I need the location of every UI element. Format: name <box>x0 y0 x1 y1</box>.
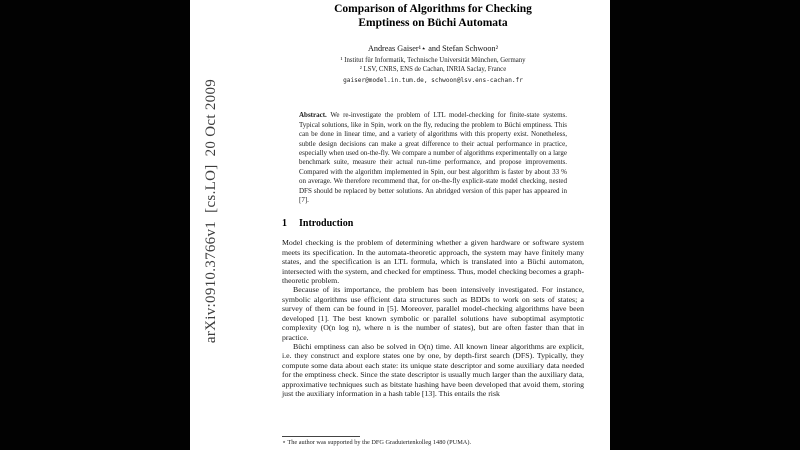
section-heading-introduction <box>282 218 584 229</box>
paper-page <box>190 0 610 450</box>
paper-title-line-2: Emptiness on Büchi Automata <box>358 17 508 29</box>
affiliations-block <box>282 57 584 85</box>
affiliation-2: ² LSV, CNRS, ENS de Cachan, INRIA Saclay, France <box>359 65 507 73</box>
section-number: 1 <box>282 218 287 230</box>
paper-title <box>282 2 584 30</box>
abstract-text: We re-investigate the problem of LTL model-checking for finite-state systems. Typical solutions, like in Spin, work on the fly, reducing the problem to Büchi emptiness. This can be done in linear time, and a variety of algorithms with this property exist. Nonetheless, subtle design decisions can make a great difference to their actual performance in practice, especially when used on-the-fly. We compare a number of algorithms experimentally on a large benchmark suite, measure their actual run-time performance, and propose improvements. Compared with the algorithm implemented in Spin, our best algorithm is faster by about 33 % on average. We therefore recommend that, for on-the-fly explicit-state model checking, nested DFS should be replaced by better solutions. An abridged version of this paper has appeared in [7]. <box>299 111 567 205</box>
abstract-block <box>299 111 567 205</box>
authors-line: Andreas Gaiser¹⋆ and Stefan Schwoon² <box>367 44 499 53</box>
paragraph-2: Because of its importance, the problem has been intensively investigated. For instance, symbolic algorithms use efficient data structures such as BDDs to work on sets of states; a survey of them can be found in [5]. Moreover, parallel model-checking algorithms have been developed [1]. The best known symbolic or parallel solutions have suboptimal asymptotic complexity (O(n log n), where n is the number of states), but are often faster than that in practice. <box>282 285 584 342</box>
footnote-text: ⋆ The author was supported by the DFG Graduiertenkolleg 1480 (PUMA). <box>282 439 472 447</box>
author-emails: gaiser@model.in.tum.de, schwoon@lsv.ens-cachan.fr <box>343 76 523 84</box>
footnote-block <box>282 435 584 450</box>
paper-title-line-1: Comparison of Algorithms for Checking <box>334 3 532 15</box>
affiliation-1: ¹ Institut für Informatik, Technische Universität München, Germany <box>340 57 526 64</box>
arxiv-watermark: arXiv:0910.3766v1 [cs.LO] 20 Oct 2009 <box>203 78 219 344</box>
paper-content <box>282 0 584 398</box>
abstract-label: Abstract. <box>299 111 327 120</box>
footnote-rule <box>282 436 360 437</box>
paragraph-3: Büchi emptiness can also be solved in O(n) time. All known linear algorithms are explicit, i.e. they construct and explore states one by one, by depth-first search (DFS). Typically, they compute some data about each state: its unique state descriptor and some auxiliary data needed for the emptiness check. Since the state descriptor is usually much larger than the auxiliary data, approximative techniques such as bitstate hashing have been developed that avoid them, storing just the auxiliary information in a hash table [13]. This entails the risk <box>282 341 584 398</box>
section-title: Introduction <box>299 218 354 230</box>
paragraph-1: Model checking is the problem of determining whether a given hardware or software system meets its specification. In the automata-theoretic approach, the system may have finitely many states, and the specification is an LTL formula, which is translated into a Büchi automaton, intersected with the system, and checked for emptiness. Thus, model checking becomes a graph-theoretic problem. <box>282 238 584 286</box>
